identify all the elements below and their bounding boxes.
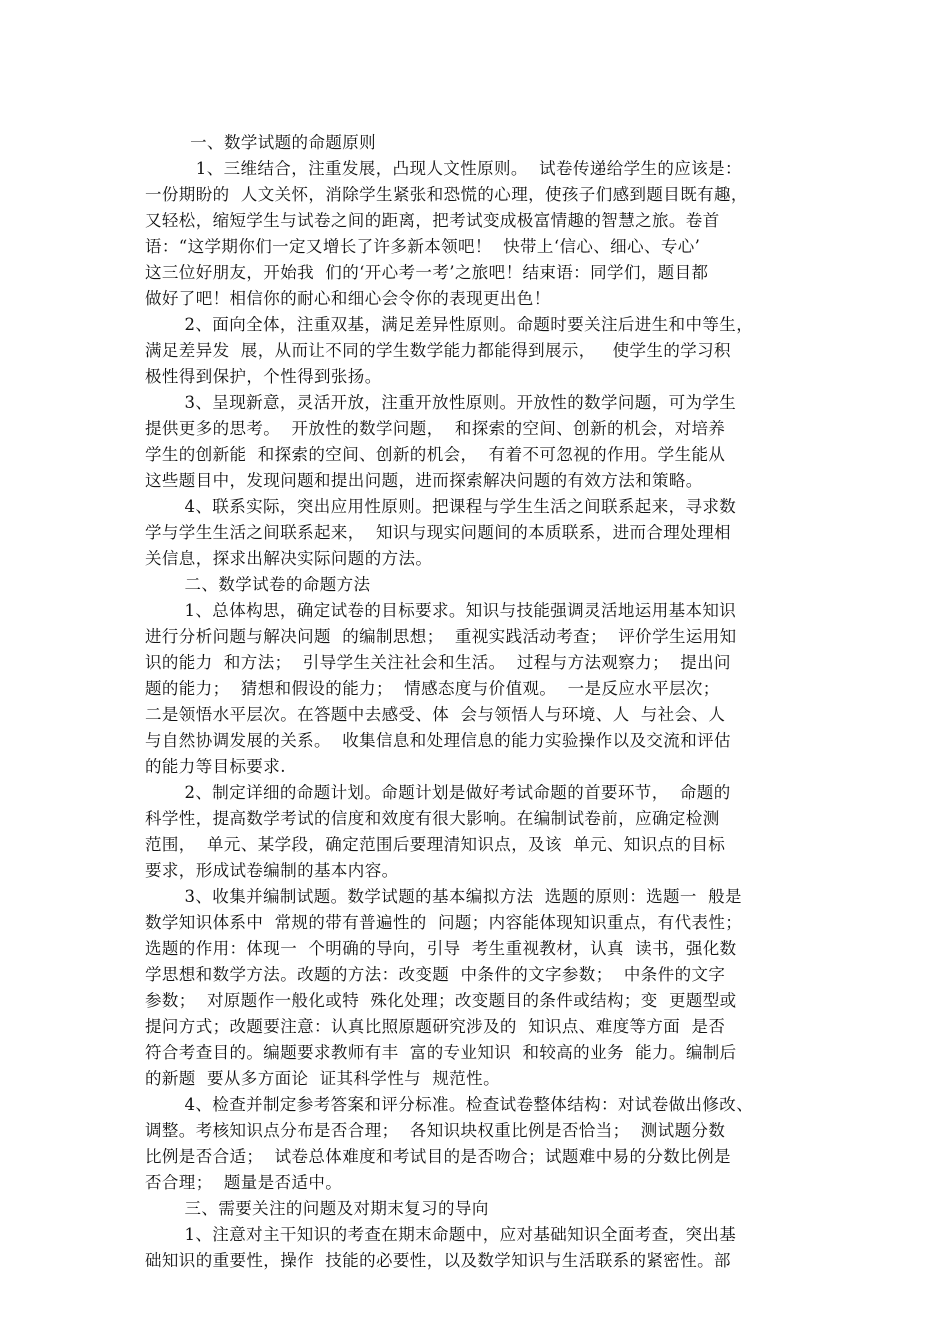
text-line: 极性得到保护，个性得到张扬。 xyxy=(145,367,382,386)
text-line: 选题的作用：体现一 个明确的导向，引导 考生重视教材，认真 读书，强化数 xyxy=(145,939,737,958)
text-line: 进行分析问题与解决问题 的编制思想； 重视实践活动考查； 评价学生运用知 xyxy=(145,627,737,646)
text-line: 符合考查目的。编题要求教师有丰 富的专业知识 和较高的业务 能力。编制后 xyxy=(145,1043,737,1062)
text-line: 础知识的重要性，操作 技能的必要性，以及数学知识与生活联系的紧密性。部 xyxy=(145,1251,731,1270)
text-line: 1、总体构思，确定试卷的目标要求。知识与技能强调灵活地运用基本知识 xyxy=(145,601,737,620)
text-line: 科学性，提高数学考试的信度和效度有很大影响。在编制试卷前，应确定检测 xyxy=(145,809,720,828)
text-line: 满足差异发 展，从而让不同的学生数学能力都能得到展示， 使学生的学习积 xyxy=(145,341,731,360)
text-line: 又轻松，缩短学生与试卷之间的距离，把考试变成极富情趣的智慧之旅。卷首 xyxy=(145,211,720,230)
text-line: 这些题目中，发现问题和提出问题，进而探索解决问题的有效方法和策略。 xyxy=(145,471,703,490)
text-line: 要求，形成试卷编制的基本内容。 xyxy=(145,861,399,880)
text-line: 关信息，探求出解决实际问题的方法。 xyxy=(145,549,433,568)
text-line: 提供更多的思考。 开放性的数学问题， 和探索的空间、创新的机会，对培养 xyxy=(145,419,726,438)
text-line: 2、制定详细的命题计划。命题计划是做好考试命题的首要环节， 命题的 xyxy=(145,783,731,802)
text-line: 3、呈现新意，灵活开放，注重开放性原则。开放性的数学问题，可为学生 xyxy=(145,393,737,412)
text-line: 一份期盼的 人文关怀，消除学生紧张和恐慌的心理，使孩子们感到题目既有趣， xyxy=(145,185,748,204)
text-line: 二是领悟水平层次。在答题中去感受、体 会与领悟人与环境、人 与社会、人 xyxy=(145,705,726,724)
text-line: 与自然协调发展的关系。 收集信息和处理信息的能力实验操作以及交流和评估 xyxy=(145,731,731,750)
text-line: 4、检查并制定参考答案和评分标准。检查试卷整体结构：对试卷做出修改、 xyxy=(145,1095,754,1114)
text-line: 1、三维结合，注重发展，凸现人文性原则。 试卷传递给学生的应该是： xyxy=(145,159,742,178)
text-line: 二、数学试卷的命题方法 xyxy=(145,575,371,594)
text-line: 这三位好朋友，开始我 们的‘开心考一考’之旅吧！结束语：同学们，题目都 xyxy=(145,263,709,282)
text-line: 提问方式；改题要注意：认真比照原题研究涉及的 知识点、难度等方面 是否 xyxy=(145,1017,726,1036)
text-line: 学与学生生活之间联系起来， 知识与现实问题间的本质联系，进而合理处理相 xyxy=(145,523,731,542)
text-line: 比例是否合适； 试卷总体难度和考试目的是否吻合；试题难中易的分数比例是 xyxy=(145,1147,731,1166)
text-line: 3、收集并编制试题。数学试题的基本编拟方法 选题的原则：选题一 般是 xyxy=(145,887,742,906)
text-line: 做好了吧！相信你的耐心和细心会令你的表现更出色！ xyxy=(145,289,551,308)
text-line: 学思想和数学方法。改题的方法：改变题 中条件的文字参数； 中条件的文字 xyxy=(145,965,726,984)
text-line: 调整。考核知识点分布是否合理； 各知识块权重比例是否恰当； 测试题分数 xyxy=(145,1121,726,1140)
text-line: 三、需要关注的问题及对期末复习的导向 xyxy=(145,1199,489,1218)
text-line: 题的能力； 猜想和假设的能力； 情感态度与价值观。 一是反应水平层次； xyxy=(145,679,720,698)
text-line: 识的能力 和方法； 引导学生关注社会和生活。 过程与方法观察力； 提出问 xyxy=(145,653,731,672)
text-line: 1、注意对主干知识的考查在期末命题中，应对基础知识全面考查，突出基 xyxy=(145,1225,737,1244)
text-line: 学生的创新能 和探索的空间、创新的机会， 有着不可忽视的作用。学生能从 xyxy=(145,445,726,464)
text-line: 语：“这学期你们一定又增长了许多新本领吧！ 快带上‘信心、细心、专心’ xyxy=(145,237,701,256)
text-line: 4、联系实际，突出应用性原则。把课程与学生生活之间联系起来，寻求数 xyxy=(145,497,737,516)
document-body xyxy=(145,130,805,1274)
text-line: 一、数学试题的命题原则 xyxy=(145,133,377,152)
text-line: 的能力等目标要求. xyxy=(145,757,286,776)
text-line: 数学知识体系中 常规的带有普遍性的 问题；内容能体现知识重点，有代表性； xyxy=(145,913,743,932)
text-line: 的新题 要从多方面论 证其科学性与 规范性。 xyxy=(145,1069,500,1088)
text-line: 范围， 单元、某学段，确定范围后要理清知识点，及该 单元、知识点的目标 xyxy=(145,835,726,854)
text-line: 2、面向全体，注重双基，满足差异性原则。命题时要关注后进生和中等生， xyxy=(145,315,754,334)
text-line: 否合理； 题量是否适中。 xyxy=(145,1173,343,1192)
text-line: 参数； 对原题作一般化或特 殊化处理；改变题目的条件或结构；变 更题型或 xyxy=(145,991,737,1010)
